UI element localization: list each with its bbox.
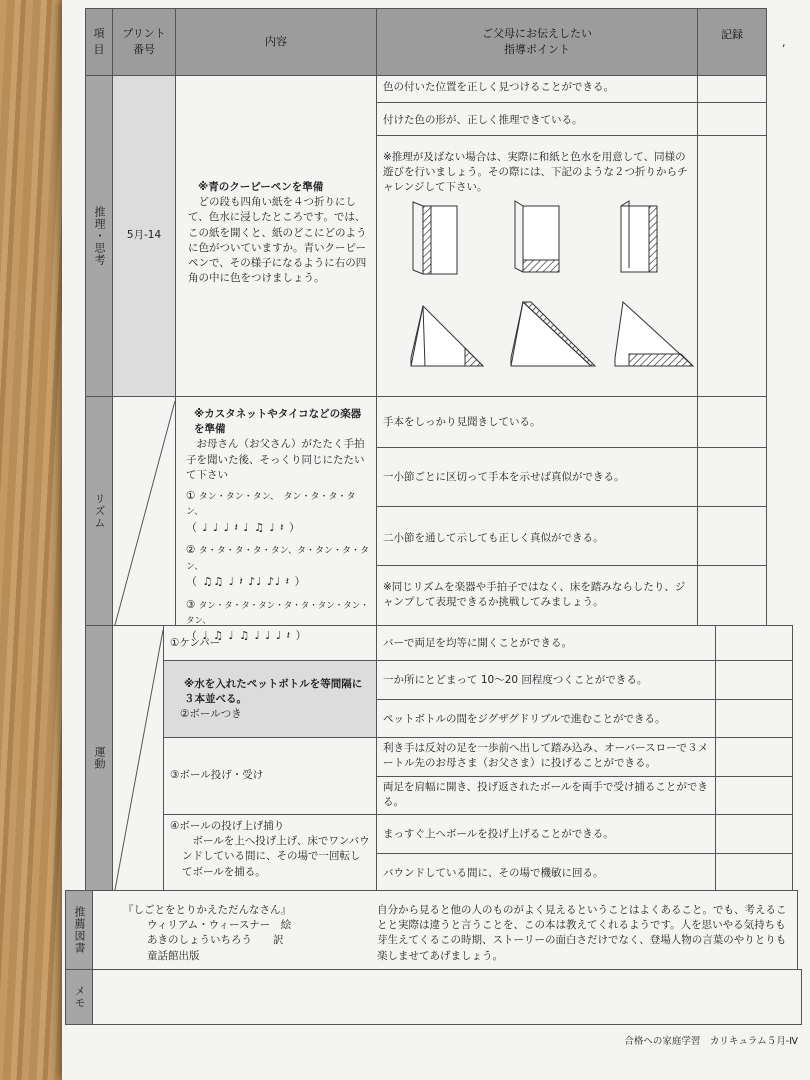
folded-triangle-1: [411, 306, 483, 366]
book-translator: あきのしょういちろう 訳: [147, 934, 284, 947]
rhythm-line-3: ③ タン・タ・タ・タン・タ・タ・タン・タン・タン、: [186, 598, 369, 627]
category-memo: メモ: [65, 969, 93, 1025]
book-illustrator: ウィリアム・ウィースナー 絵: [147, 919, 292, 932]
suiri-point-1: 色の付いた位置を正しく見つけることができる。: [376, 75, 698, 103]
footer-text: 合格への家庭学習 カリキュラム５月-Ⅳ: [624, 1036, 798, 1047]
diagonal-line: [113, 397, 177, 627]
undo-record-4[interactable]: [715, 737, 793, 777]
undo-point-3: ペットボトルの間をジグザグドリブルで進むことができる。: [376, 699, 716, 738]
undo-item-4: [163, 814, 377, 891]
rhythm-point-1: 手本をしっかり見聞きしている。: [376, 396, 698, 448]
undo-point-7: バウンドしている間に、その場で機敏に回る。: [376, 853, 716, 891]
header-mark: ,: [782, 36, 786, 49]
rhythm-line-1: ① タン・タン・タン、 タン・タ・タ・タン、: [186, 490, 356, 518]
rhythm-point-2: 一小節ごとに区切って手本を示せば真似ができる。: [376, 447, 698, 507]
book-section: [92, 890, 798, 970]
rhythm-print-no: [112, 396, 176, 626]
rhythm-point-4: ※同じリズムを楽器や手拍子ではなく、床を踏みならしたり、ジャンプして表現できるか挑戦してみましょう。: [376, 565, 698, 626]
paper-sheet: [62, 0, 810, 1080]
rhythm-record-2[interactable]: [697, 447, 767, 507]
undo-print-no: [112, 625, 164, 891]
rhythm-notes-1: （ ♩ ♩ ♩ 𝄽 ♩ ♫ ♩ 𝄽 ）: [186, 520, 302, 534]
folded-rect-3: [621, 201, 657, 272]
folded-triangle-3: [615, 302, 693, 366]
suiri-content-title: ※青のクーピーペンを準備: [198, 181, 324, 193]
rhythm-content: [175, 396, 377, 643]
rhythm-record-3[interactable]: [697, 506, 767, 566]
folded-triangle-2: [511, 302, 595, 366]
suiri-point-2: 付けた色の形が、正しく推理できている。: [376, 102, 698, 136]
rhythm-content-title: ※カスタネットやタイコなどの楽器を準備: [194, 408, 362, 436]
undo-item-4-label: ④ボールの投げ上げ捕り: [170, 820, 285, 832]
header-content: 内容: [175, 8, 377, 76]
undo-point-5: 両足を肩幅に開き、投げ返されたボールを両手で受け捕ることができる。: [376, 776, 716, 815]
undo-record-6[interactable]: [715, 814, 793, 854]
undo-record-3[interactable]: [715, 699, 793, 738]
undo-point-6: まっすぐ上へボールを投げ上げることができる。: [376, 814, 716, 854]
undo-record-7[interactable]: [715, 853, 793, 891]
rhythm-record-4[interactable]: [697, 565, 767, 626]
book-comment: 自分から見ると他の人のものがよく見えるということはよくあること。でも、考えることと実際は違うと言うことを、この本は教えてくれるようです。人を思いやる気持ちも芽生えてくるこの時期、ストーリーの面白さだけでなく、登場人物の言葉のやりとりも楽しませてあげましょう。: [377, 904, 787, 962]
undo-item-2-label: ②ボールつき: [180, 708, 242, 721]
book-title: 『しごとをとりかえただんなさん』: [123, 904, 291, 916]
folded-rect-2: [515, 201, 559, 272]
undo-record-1[interactable]: [715, 625, 793, 661]
rhythm-record-1[interactable]: [697, 396, 767, 448]
category-suiri: 推理・思考: [85, 75, 113, 397]
diagonal-line-2: [113, 626, 165, 892]
header-item: 項目: [85, 8, 113, 76]
fold-diagrams: [383, 198, 693, 378]
suiri-point-3: [376, 135, 698, 397]
print-number: 5月-14: [112, 75, 176, 397]
undo-point-4: 利き手は反対の足を一歩前へ出して踏み込み、オーバースローで３メートル先のお母さま（お父さま）に投げることができる。: [376, 737, 716, 777]
undo-record-5[interactable]: [715, 776, 793, 815]
book-publisher: 童話館出版: [147, 949, 200, 962]
undo-point-2: 一か所にとどまって 10〜20 回程度つくことができる。: [376, 660, 716, 700]
folded-rect-1: [413, 202, 457, 274]
header-print-no: プリント番号: [112, 8, 176, 76]
rhythm-content-body: お母さん（お父さん）がたたく手拍子を聞いた後、そっくり同じにたたいて下さい: [186, 438, 365, 481]
rhythm-notes-2: （ ♫♫ ♩ 𝄽 ♪♩ ♪♩ 𝄽 ）: [186, 574, 307, 588]
suiri-record-1[interactable]: [697, 75, 767, 103]
undo-item-1: ①ケンパー: [163, 625, 377, 661]
category-rhythm: リズム: [85, 396, 113, 626]
memo-area[interactable]: [92, 969, 802, 1025]
suiri-content: [175, 75, 377, 397]
undo-item-2: [163, 660, 377, 738]
header-points: ご父母にお伝えしたい 指導ポイント: [376, 8, 698, 76]
category-book: 推薦図書: [65, 890, 93, 970]
category-undo: 運動: [85, 625, 113, 891]
header-record: 記録: [697, 8, 767, 76]
undo-record-2[interactable]: [715, 660, 793, 700]
suiri-point-3-text: ※推理が及ばない場合は、実際に和紙と色水を用意して、同様の遊びを行いましょう。その際には、下記のような２つ折りからチャレンジして下さい。: [383, 151, 688, 194]
suiri-record-2[interactable]: [697, 102, 767, 136]
suiri-record-3[interactable]: [697, 135, 767, 397]
undo-item-4-desc: ボールを上へ投げ上げ、床でワンバウンドしている間に、その場で一回転してボールを捕る。: [182, 835, 370, 878]
suiri-content-body: どの段も四角い紙を４つ折りにして、色水に浸したところです。では、この紙を開くと、紙のどこにどのように色がついていますか。青いクーピーペンで、その様子になるように右の四角の中に色をつけましょう。: [188, 196, 367, 285]
undo-item-3: ③ボール投げ・受け: [163, 737, 377, 815]
undo-item-2-note: ※水を入れたペットボトルを等間隔に３本並べる。: [184, 678, 363, 706]
undo-point-1: バーで両足を均等に開くことができる。: [376, 625, 716, 661]
rhythm-line-2: ② タ・タ・タ・タ・タン、タ・タン・タ・タン、: [186, 544, 370, 572]
rhythm-point-3: 二小節を通して示しても正しく真似ができる。: [376, 506, 698, 566]
rhythm-notes-3: （ ♩ ♫ ♩ ♫ ♩ ♩ ♩ 𝄽 ）: [186, 629, 308, 643]
